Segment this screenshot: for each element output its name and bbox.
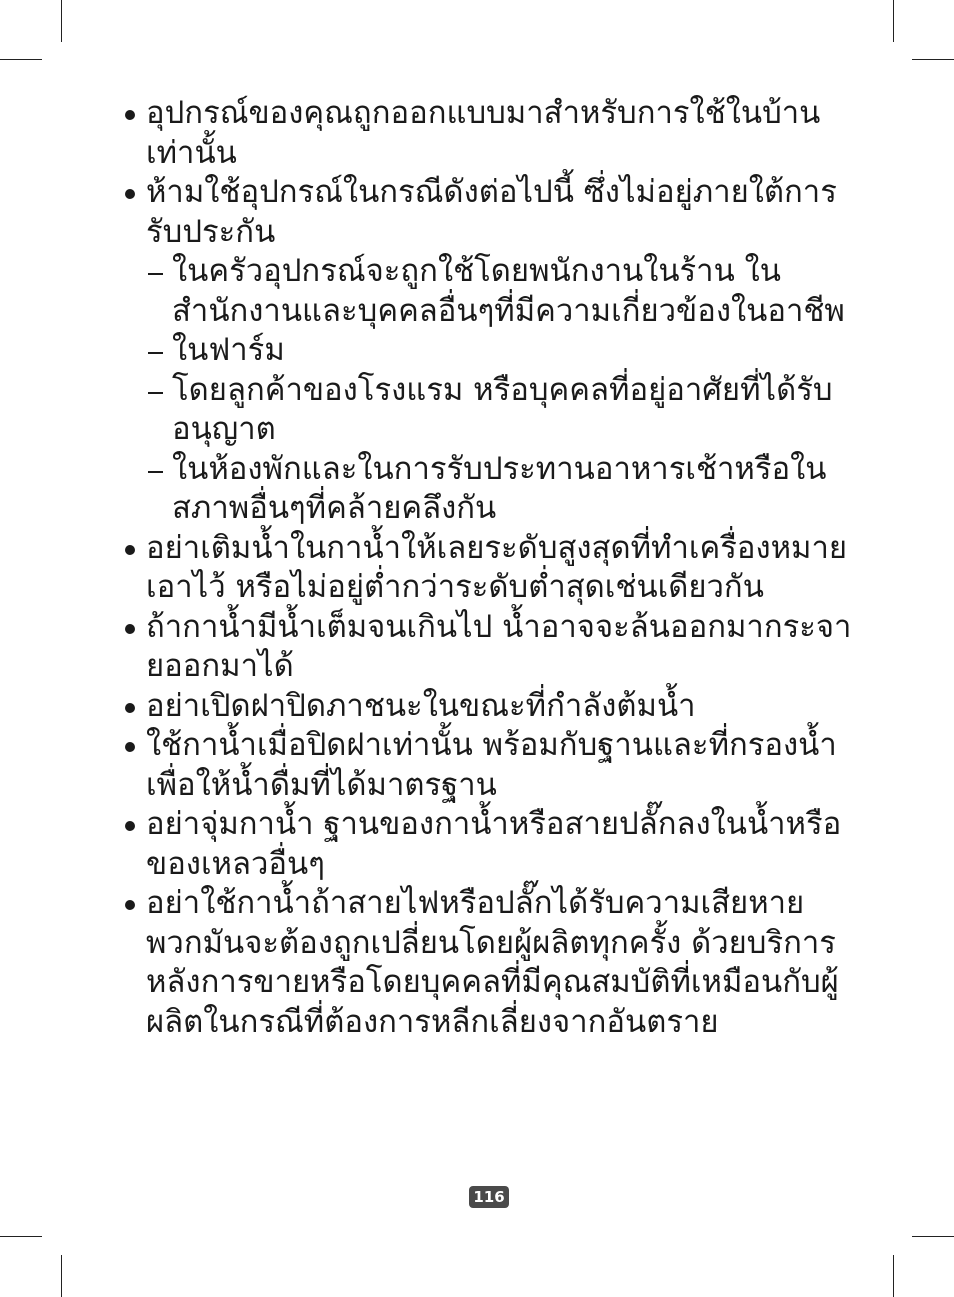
crop-mark <box>0 1236 42 1237</box>
bullet-item <box>122 94 862 173</box>
bullet-list <box>122 94 862 1042</box>
bullet-text: อย่าจุ่มกาน้ำ ฐานของกาน้ำหรือสายปลั๊กลงในน้ำหรือของเหลวอื่นๆ <box>146 806 842 882</box>
page-content <box>122 94 862 1042</box>
bullet-text: ถ้ากาน้ำมีน้ำเต็มจนเกินไป น้ำอาจจะล้นออกมากระจายออกมาได้ <box>146 608 852 684</box>
bullet-item <box>122 608 862 687</box>
bullet-item <box>122 884 862 1042</box>
bullet-text: อย่าเติมน้ำในกาน้ำให้เลยระดับสูงสุดที่ทำเครื่องหมายเอาไว้ หรือไม่อยู่ต่ำกว่าระดับต่ำสุดเช่นเดียวกัน <box>146 529 848 605</box>
bullet-item <box>122 687 862 727</box>
bullet-text: ห้ามใช้อุปกรณ์ในกรณีดังต่อไปนี้ ซึ่งไม่อยู่ภายใต้การรับประกัน <box>146 174 837 250</box>
sub-item: โดยลูกค้าของโรงแรม หรือบุคคลที่อยู่อาศัยที่ได้รับอนุญาต <box>146 371 862 450</box>
bullet-item <box>122 529 862 608</box>
bullet-text: อุปกรณ์ของคุณถูกออกแบบมาสำหรับการใช้ในบ้านเท่านั้น <box>146 95 821 171</box>
crop-mark <box>893 1255 894 1297</box>
sub-item: ในฟาร์ม <box>146 331 862 371</box>
bullet-text: ใช้กาน้ำเมื่อปิดฝาเท่านั้น พร้อมกับฐานและที่กรองน้ำเพื่อให้น้ำดื่มที่ได้มาตรฐาน <box>146 727 837 803</box>
crop-mark <box>912 1236 954 1237</box>
page-number: 116 <box>469 1186 509 1208</box>
bullet-text: อย่าเปิดฝาปิดภาชนะในขณะที่กำลังต้มน้ำ <box>146 687 696 724</box>
sub-item: ในห้องพักและในการรับประทานอาหารเช้าหรือในสภาพอื่นๆที่คล้ายคลึงกัน <box>146 450 862 529</box>
sub-item: ในครัวอุปกรณ์จะถูกใช้โดยพนักงานในร้าน ในสำนักงานและบุคคลอื่นๆที่มีความเกี่ยวข้องในอาชีพ <box>146 252 862 331</box>
bullet-text: อย่าใช้กาน้ำถ้าสายไฟหรือปลั๊กได้รับความเสียหาย พวกมันจะต้องถูกเปลี่ยนโดยผู้ผลิตทุกครั้ง ด้วยบริการหลังการขายหรือโดยบุคคลที่มีคุณสมบัติที่เหมือนกับผู้ผลิตในกรณีที่ต้องการหลีกเลี่ยงจากอันตราย <box>146 885 839 1040</box>
crop-mark <box>61 1255 62 1297</box>
crop-mark <box>912 59 954 60</box>
bullet-item <box>122 805 862 884</box>
crop-mark <box>893 0 894 42</box>
bullet-item <box>122 173 862 529</box>
sub-list <box>146 252 862 529</box>
bullet-item <box>122 726 862 805</box>
crop-mark <box>61 0 62 42</box>
crop-mark <box>0 59 42 60</box>
